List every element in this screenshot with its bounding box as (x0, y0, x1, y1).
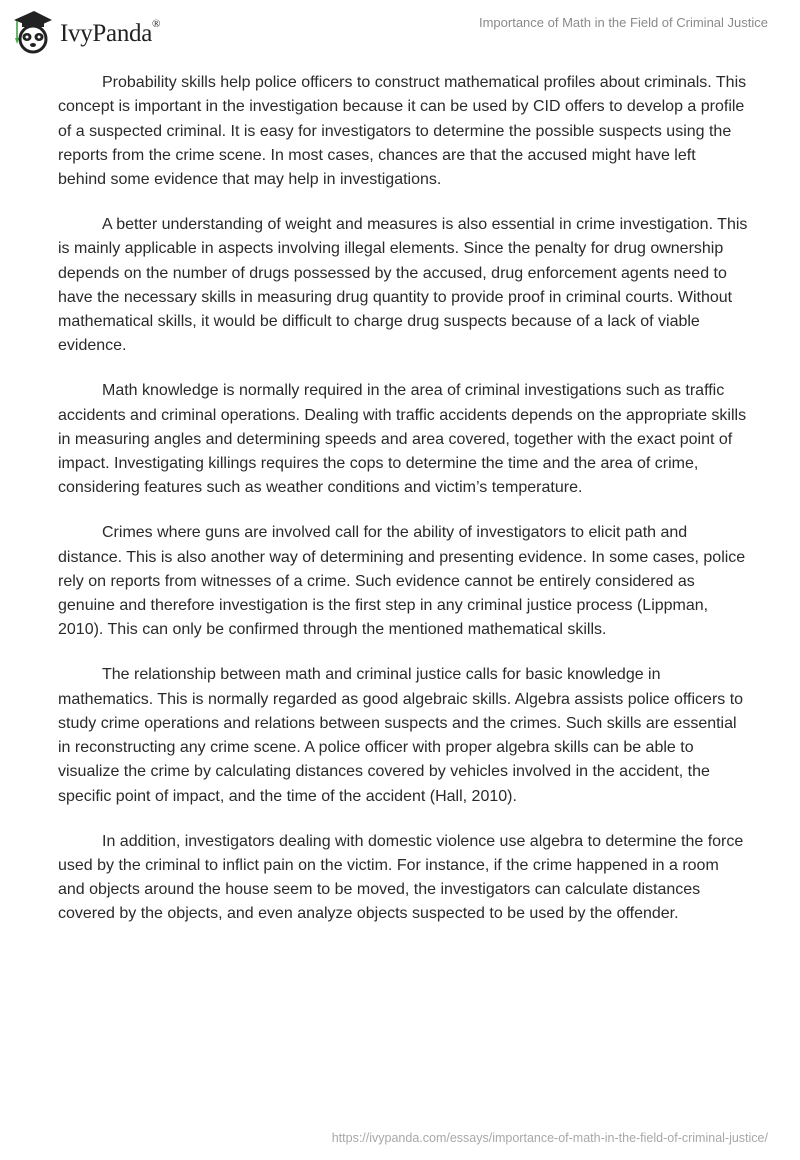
paragraph: In addition, investigators dealing with domestic violence use algebra to determine the force used by the criminal to inflict pain on the victim. For instance, if the crime happened in a room and objects around the house seem to be moved, the investigators can calculate distances covered by the objects, and even analyze objects suspected to be used by the offender. (58, 832, 744, 923)
paragraph: The relationship between math and criminal justice calls for basic knowledge in mathematics. This is normally regarded as good algebraic skills. Algebra assists police officers to study crime operations and relations between suspects and the crimes. Such skills are essential in reconstructing any crime scene. A police officer with proper algebra skills can be able to visualize the crime by calculating distances covered by vehicles involved in the accident, the specific point of impact, and the time of the accident (Hall, 2010). (58, 666, 744, 805)
logo-name: IvyPanda (60, 20, 153, 47)
ivypanda-logo[interactable] (12, 8, 160, 54)
paragraph: Probability skills help police officers to construct mathematical profiles about criminals. This concept is important in the investigation because it can be used by CID offers to develop a profile of a suspected criminal. It is easy for investigators to determine the possible suspects using the reports from the crime scene. In most cases, chances are that the accused might have left behind some evidence that may help in investigations. (58, 74, 747, 189)
source-url-link[interactable]: https://ivypanda.com/essays/importance-of-math-in-the-field-of-criminal-justice/ (331, 1131, 768, 1145)
essay-body (58, 71, 748, 947)
paragraph: Math knowledge is normally required in the area of criminal investigations such as traffic accidents and criminal operations. Dealing with traffic accidents depends on the appropriate skills in measuring angles and determining speeds and area covered, together with the exact point of impact. Investigating killings requires the cops to determine the time and the area of crime, considering features such as weather conditions and victim’s temperature. (58, 382, 747, 497)
paragraph: Crimes where guns are involved call for the ability of investigators to elicit path and distance. This is also another way of determining and presenting evidence. In some cases, police rely on reports from witnesses of a crime. Such evidence cannot be entirely considered as genuine and therefore investigation is the first step in any criminal justice process (Lippman, 2010). This can only be confirmed through the mentioned mathematical skills. (58, 524, 746, 639)
panda-graduate-icon (12, 8, 54, 54)
registered-mark: ® (152, 18, 161, 30)
paragraph: A better understanding of weight and measures is also essential in crime investigation. This is mainly applicable in aspects involving illegal elements. Since the penalty for drug ownership depends on the number of drugs possessed by the accused, drug enforcement agents need to have the necessary skills in measuring drug quantity to provide proof in criminal courts. Without mathematical skills, it would be difficult to charge drug suspects because of a lack of viable evidence. (58, 215, 748, 355)
logo-text (60, 20, 160, 48)
document-title: Importance of Math in the Field of Criminal Justice (478, 15, 768, 30)
